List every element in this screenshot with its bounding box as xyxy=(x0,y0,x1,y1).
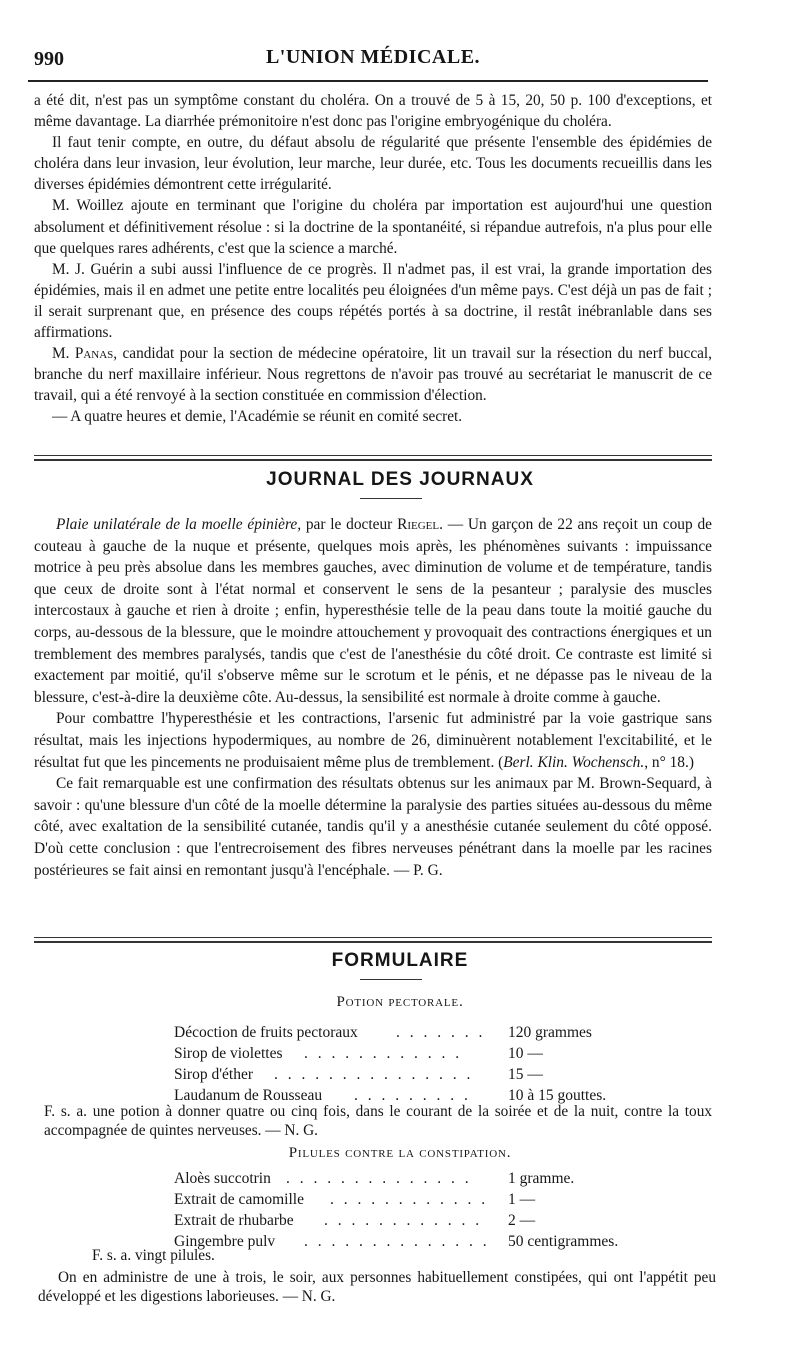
running-title: L'UNION MÉDICALE. xyxy=(265,46,481,68)
quantity: 1 gramme. xyxy=(508,1170,575,1187)
author-name: Panas xyxy=(74,345,114,363)
paragraph: M. J. Guérin a subi aussi l'influence de ce progrès. Il n'admet pas, il est vrai, la grande importation des épidémies, mais il en admet une petite entre localités peu éloignées d'un même pays. C'est déjà un pas de fait ; il serait surprenant que, en présence des coups répétés portés à sa doctrine, il restât inébranlable dans ses affirmations. xyxy=(34,260,712,342)
page-header xyxy=(28,40,718,76)
title-underline xyxy=(360,979,422,980)
leader-dots: . . . . . . . . . . . . xyxy=(304,1045,463,1062)
paragraph: Ce fait remarquable est une confirmation des résultats obtenus sur les animaux par M. Brown-Sequard, à savoir : qu'une blessure d'un côté de la moelle détermine la paralysie des parties situées au-dessous du même côté, avec exaltation de la sensibilité cutanée, tandis qu'il y a anesthésie cutanée seulement du côté opposé. D'où cette conclusion : que l'entrecroisement des fibres nerveuses pénétrant dans la moelle par les racines postérieures se fait ainsi en remontant jusqu'à l'encéphale. — P. G. xyxy=(34,775,712,879)
leader-dots: . . . . . . . . . . . . . . . xyxy=(274,1066,474,1083)
paragraph-text: , candidat pour la section de médecine opératoire, lit un travail sur la résection du nerf buccal, branche du nerf maxillaire inférieur. Nous regrettons de n'avoir pas trouvé au secrétariat le manuscrit de ce travail, qui a été renvoyé à la section constituée en commission d'élection. xyxy=(34,345,713,405)
academy-report-continuation xyxy=(34,90,712,428)
recipe-instructions: F. s. a. une potion à donner quatre ou cinq fois, dans le courant de la soirée et de la nuit, contre la toux accompagnée de quintes nerveuses. — N. G. xyxy=(44,1103,712,1139)
ingredient: Extrait de camomille xyxy=(174,1191,304,1208)
paragraph-text: Pour combattre l'hyperesthésie et les contractions, l'arsenic fut administré par la voie gastrique sans résultat, mais les injections hypodermiques, au nombre de 26, diminuèrent notablement l'excitabilité, et le résultat fut que les pincements ne produisaient même plus de tremblement. ( xyxy=(34,710,712,771)
article-title: Plaie unilatérale de la moelle épinière, xyxy=(56,516,302,533)
recipe-title: Pilules contre la constipation. xyxy=(288,1145,512,1161)
section-divider xyxy=(34,937,712,943)
recipe-pilules xyxy=(174,1168,644,1252)
ingredient: Décoction de fruits pectoraux xyxy=(174,1024,358,1041)
ingredient: Extrait de rhubarbe xyxy=(174,1212,294,1229)
leader-dots: . . . . . . . xyxy=(396,1024,486,1041)
paragraph: — A quatre heures et demie, l'Académie se réunit en comité secret. xyxy=(52,408,463,426)
recipe-instructions: On en administre de une à trois, le soir, aux personnes habituellement constipées, qui ont l'appétit peu développé et les digestions laborieuses. — N. G. xyxy=(38,1269,716,1305)
leader-dots: . . . . . . . . . . . . xyxy=(324,1212,483,1229)
recipe-row xyxy=(174,1210,644,1231)
recipe-row xyxy=(174,1043,644,1064)
byline: par le docteur xyxy=(301,516,398,533)
recipe-row xyxy=(174,1189,644,1210)
quantity: 50 centigrammes. xyxy=(508,1233,619,1250)
quantity: 2 — xyxy=(508,1212,536,1229)
ingredient: Laudanum de Rousseau xyxy=(174,1087,323,1104)
quantity: 15 — xyxy=(508,1066,543,1083)
section-divider xyxy=(34,455,712,461)
quantity: 10 — xyxy=(508,1045,543,1062)
leader-dots: . . . . . . . . . xyxy=(354,1087,471,1104)
ingredient: Aloès succotrin xyxy=(174,1170,271,1187)
section-title-formulaire: FORMULAIRE xyxy=(331,950,469,971)
author-name: Riegel xyxy=(397,516,440,533)
recipe-potion xyxy=(174,1022,644,1106)
quantity: 10 à 15 gouttes. xyxy=(508,1087,607,1104)
paragraph: a été dit, n'est pas un symptôme constant du choléra. On a trouvé de 5 à 15, 20, 50 p. 100 d'exceptions, et même davantage. La diarrhée prémonitoire n'est donc pas l'origine embryogénique du choléra. xyxy=(34,92,712,131)
section-title-journal: JOURNAL DES JOURNAUX xyxy=(266,469,534,490)
recipe-title: Potion pectorale. xyxy=(336,994,464,1010)
quantity: 1 — xyxy=(508,1191,536,1208)
ingredient: Sirop de violettes xyxy=(174,1045,283,1062)
ingredient: Sirop d'éther xyxy=(174,1066,253,1083)
ingredient: Gingembre pulv xyxy=(174,1233,276,1250)
recipe-row xyxy=(174,1168,644,1189)
paragraph-text: . — Un garçon de 22 ans reçoit un coup de couteau à gauche de la nuque et présente, quelques mois après, les phénomènes suivants : impuissance motrice à peu près absolue dans les membres gauches, avec diminution de volume et de température, tandis que ceux de droite sont à l'état normal et conservent le sens de la pesanteur ; paralysie des muscles intercostaux à gauche et rien à droite ; enfin, hyperesthésie telle de la peau dans toute la moitié gauche du corps, au-dessous de la blessure, que le moindre attouchement y provoquait des contractions énergiques et un tremblement des membres paralysés, tandis que c'est de l'anesthésie du côté droit. Ce contraste est limité si exactement par moitié, qu'il s'observe même sur le scrotum et le pénis, et ne dépasse pas le niveau de la blessure, c'est-à-dire la deuxième côte. Au-dessus, la sensibilité est normale à droite comme à gauche. xyxy=(34,516,712,706)
recipe-row xyxy=(174,1064,644,1085)
leader-dots: . . . . . . . . . . . . . . xyxy=(286,1170,472,1187)
citation-end: , n° 18.) xyxy=(644,753,694,771)
title-underline xyxy=(360,498,422,499)
paragraph-lead: M. xyxy=(52,345,75,363)
paragraph xyxy=(34,343,712,406)
journal-section xyxy=(34,514,712,881)
recipe-instructions: F. s. a. vingt pilules. xyxy=(92,1247,215,1264)
paragraph: Il faut tenir compte, en outre, du défaut absolu de régularité que présente l'ensemble des épidémies de choléra dans leur invasion, leur évolution, leur marche, leur durée, etc. Tous les documents recueillis dans les diverses épidémies démontrent cette irrégularité. xyxy=(34,134,712,194)
header-rule xyxy=(28,80,708,82)
recipe-row xyxy=(174,1022,644,1043)
citation: Berl. Klin. Wochensch. xyxy=(503,753,645,771)
page-number: 990 xyxy=(34,48,64,70)
paragraph: M. Woillez ajoute en terminant que l'origine du choléra par importation est aujourd'hui une question absolument et définitivement résolue : si la doctrine de la spontanéité, si répandue autrefois, n'a plus pour elle que quelques rares adhérents, c'est que la science a marché. xyxy=(34,197,712,257)
paragraph xyxy=(34,514,712,708)
quantity: 120 grammes xyxy=(508,1024,592,1041)
paragraph xyxy=(34,708,712,773)
leader-dots: . . . . . . . . . . . . xyxy=(330,1191,489,1208)
leader-dots: . . . . . . . . . . . . . . xyxy=(304,1233,490,1250)
